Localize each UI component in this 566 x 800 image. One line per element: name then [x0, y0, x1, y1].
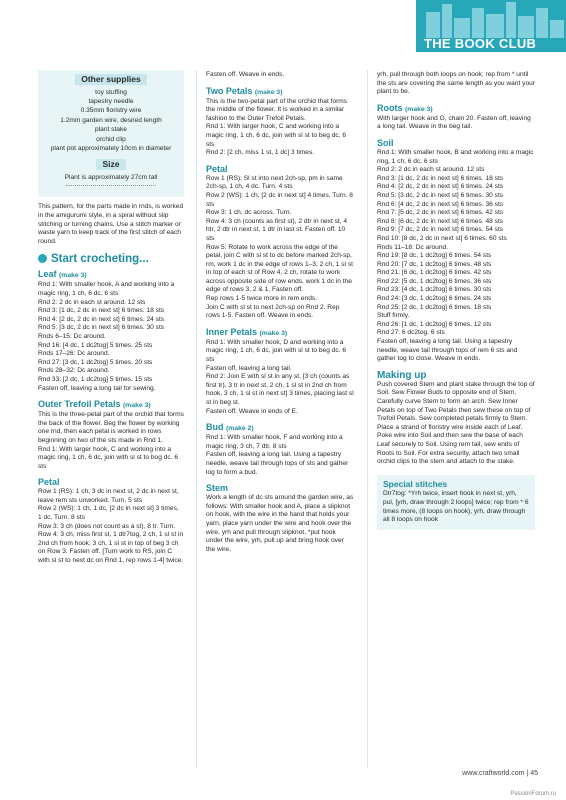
pattern-row: Rnd 24: [3 dc, 1 dc2tog] 6 times. 24 sts [377, 295, 492, 303]
size-heading: Size [96, 159, 125, 170]
pattern-row: Rnd 27: 6 dc2tog. 6 sts [377, 329, 445, 337]
pattern-row: Rnd 3: [1 dc, 2 dc in next st] 6 times. 18 sts [377, 174, 504, 182]
supply-item: 1.2mm garden wire, desired length [60, 116, 162, 124]
column-divider [196, 70, 197, 768]
pattern-row: Row 1 (RS): 1 ch, 3 dc in next st, 2 dc in next st, leave rem sts unworked. Turn. 5 sts [38, 488, 179, 504]
two-petals-heading [206, 86, 354, 98]
two-title: Two Petals [206, 85, 253, 96]
inner-title: Inner Petals [206, 326, 258, 337]
pattern-row: Rnds 11–18: Dc around. [377, 243, 448, 251]
banner-title: THE BOOK CLUB [424, 36, 537, 51]
supply-item: toy stuffing [95, 88, 127, 96]
pattern-row: Rnd 19: [8 dc, 1 dc2tog] 6 times. 54 sts [377, 252, 492, 260]
pattern-row: Rnd 8: [6 dc, 2 dc in next st] 6 times. 48 sts [377, 217, 504, 225]
pattern-row: Rnd 22: [5 dc, 1 dc2tog] 6 times. 36 sts [377, 277, 492, 285]
pattern-row: Rnd 1: With smaller hook, A and working into a magic ring, 1 ch, 6 dc. 6 sts [38, 281, 175, 297]
pattern-row: Row 2 (WS): 1 ch, 1 dc, [2 dc in next st] 3 times, 1 dc. Turn. 8 sts [38, 505, 179, 522]
pattern-row: Rnd 1: With larger hook, C and working into a magic ring, 1 ch, 6 dc, join with sl st to bog dc. 6 sts [38, 445, 179, 470]
pattern-row: Rnd 1: With smaller hook, D and working into a magic ring, 1 ch, 6 dc, join with sl st to beg dc. 6 sts [206, 338, 347, 364]
pattern-row: Rnd 23: [4 dc, 1 dc2tog] 6 times. 30 sts [377, 286, 492, 294]
pattern-row: Rnd 25: [2 dc, 1 dc2tog] 6 times. 18 sts [377, 303, 492, 311]
pattern-row: Rnd 5: [3 dc, 2 dc in next st] 6 times. 30 sts [377, 191, 504, 199]
column-3 [377, 71, 535, 530]
dotted-divider [66, 185, 156, 192]
pattern-row: Rnd 16: [4 dc, 1 dc2tog] 5 times. 25 sts [38, 341, 153, 349]
roots-title: Roots [377, 102, 403, 113]
supply-item: tapestry needle [88, 98, 134, 105]
pattern-row: Rnd 5: [3 dc, 2 dc in next st] 6 times. 30 sts [38, 324, 165, 332]
leaf-make: (make 3) [59, 272, 87, 280]
leaf-heading [38, 269, 184, 281]
pattern-row: Rnd 10: [8 dc, 2 dc in next st] 6 times. 60 sts [377, 234, 507, 242]
special-stitches-heading: Special stitches [383, 478, 448, 489]
column-1 [38, 70, 184, 566]
footer-site: www.craftworld.com [462, 770, 525, 777]
pattern-row: Row 3: 1 ch, dc across. Turn. [206, 209, 292, 217]
pattern-row: Rnd 1: With larger hook, C and working into a magic ring, 1 ch, 6 dc, join with sl st to beg dc. 6 sts [206, 123, 347, 148]
column-2 [206, 71, 354, 554]
making-up-text: Push covered Stem and plant stake through the top of Soil. Sew Flower Buds to opposite end of Stem. Carefully curve Stem to form an arch. Sew Inner Petals on top of Two Petals then sew these on top of Trefoil Petals. Sew completed petals firmly to Stem. Place a strand of floristry wire inside each of Leaf. Poke wire into Soil and then sew the base of each Leaf securely to Soil. Using rem tail, sew ends of Roots to Soil. For extra security, attach two small orchid clips to the stem and attach to the stake. [377, 380, 535, 466]
pattern-row: Rnd 1: With smaller hook, F and working into a magic ring, 3 ch, 7 dtr. 8 sts [206, 434, 343, 450]
page-footer: www.craftworld.com | 45 [462, 770, 538, 777]
pattern-row: Row 4: 3 ch, miss first st, 1 dtr7tog, 2 ch, 1 sl st in 2nd ch from hook, 3 ch, 1 sl st in top of beg 3 ch on Row 3. Fasten off. [Turn work to RS, join C with sl st to next dc on Rnd 1, rep rows 1-4] twice. [38, 531, 184, 565]
pattern-row: Rnds 28–32: Dc around. [38, 367, 110, 375]
pattern-row: Rnd 33: [2 dc, 1 dc2tog] 5 times. 15 sts [38, 375, 153, 383]
supplies-box [38, 70, 184, 197]
pattern-row: Rnd 26: [1 dc, 1 dc2tog] 6 times. 12 sts [377, 320, 492, 328]
pattern-row: Rnd 4: [2 dc, 2 dc in next st] 6 times. 24 sts [38, 315, 165, 323]
pattern-row: Rnds 17–26: Dc around. [38, 350, 110, 358]
pattern-row: Fasten off. Weave in ends of E. [206, 407, 298, 415]
supplies-heading: Other supplies [75, 74, 147, 85]
bud-make: (make 2) [226, 425, 254, 433]
pattern-row: Rnd 2: [2 ch, miss 1 st, 1 dc] 3 times. [206, 149, 315, 157]
pattern-row: Join C with sl st to next 2ch-sp on Rnd 2. Rep rows 1-5. Fasten off. Weave in ends. [206, 303, 340, 320]
page-number: 45 [530, 770, 538, 777]
pattern-row: Row 2 (WS): 1 ch, [2 dc in next st] 4 times. Turn. 8 sts [206, 191, 353, 208]
pattern-row: Fasten off, leaving a long tail. Using a tapestry needle, weave tail through tops of rem 6 sts and gather tog to close. Weave in ends. [377, 338, 518, 363]
stem-text: Work a length of dc sts around the garden wire, as follows: With smaller hook and A, place a slipknot on hook, with the wire in the hand that holds your yarn, place yarn under the wire and hook over the wire, yrh and pull through slipknot, *put hook under the wire, yrh, pull up and bring hook over the wire, [206, 494, 354, 553]
pattern-row: Fasten off. Weave in ends. [206, 71, 285, 78]
pattern-row: Fasten off, leaving a long tail. Using a tapestry needle, weave tail through tops of sts and gather log to form a bud. [206, 451, 349, 476]
pattern-row: Rnd 7: [5 dc, 2 dc in next st] 6 times. 42 sts [377, 209, 504, 217]
supply-item: plant pot approximately 10cm in diameter [50, 145, 172, 153]
pattern-row: Rnd 3: [1 dc, 2 dc in next st] 6 times. 18 sts [38, 307, 165, 315]
supply-item: plant stake [95, 126, 127, 134]
making-up-heading: Making up [377, 369, 427, 381]
pattern-row: Rnd 2: 2 dc in each st around. 12 sts [38, 298, 146, 306]
pattern-row: Stuff firmly. [377, 312, 410, 320]
pattern-row: Rnd 9: [7 dc, 2 dc in next st] 6 times. 54 sts [377, 226, 504, 234]
roots-heading [377, 103, 535, 115]
pattern-row: Fasten off, leaving a long tail for sewing. [38, 384, 156, 392]
pattern-row: Row 5: Rotate to work across the edge of the petal, join C with sl st to dc before marked 2ch-sp, rm, work 1 dc in the edge of rows 1–3, 2 ch, 1 sl st in top of each st of Row 4, 2 ch, rotate to work across opposite side of row ends, work 1 dc in the edge of rows 3, 2 & 1. Fasten off. [206, 243, 353, 294]
pattern-row: Row 1 (RS): Sl st into next 2ch-sp, pm in same 2ch-sp, 1 ch, 4 dc. Turn. 4 sts [206, 174, 343, 191]
start-heading [38, 254, 184, 263]
roots-make: (make 3) [405, 105, 433, 113]
outer-make: (make 3) [123, 402, 151, 410]
outer-intro: This is the three-petal part of the orchid that forms the back of the flower. Beg the flower by working one rnd, then each petal is worked in rows beginning on two of the sts made in Rnd 1. [38, 411, 184, 444]
pattern-row: Rnd 2: Join E with sl st in any st, [3 ch (counts as first tr), 3 tr in next st, 2 ch, 1 sl st in 2nd ch from hook, 3 ch, 1 sl st in next st] 3 times, placing last sl st in beg st. [206, 373, 354, 406]
pattern-row: yrh, pull through both loops on hook; rep from * until the sts are covering the same length as you want your plant to be. [377, 71, 535, 96]
bullet-icon [38, 254, 47, 263]
pattern-row: Fasten off, leaving a long tail. [206, 364, 292, 372]
pattern-row: Rnd 21: [6 dc, 1 dc2tog] 6 times. 42 sts [377, 269, 492, 277]
special-stitches-text: Dtr7tog: *Yrh twice, insert hook in next st, yrh, pul, [yrh, draw through 2 loops] twice; rep from * 6 times more, (8 loops on hook), yrh, draw through all 8 loops on hook [383, 490, 529, 524]
inner-petals-heading [206, 327, 354, 339]
size-text: Plant is approximately 27cm tall [64, 174, 158, 182]
petal-heading: Petal [38, 477, 60, 488]
special-stitches-box [377, 475, 535, 530]
bud-heading [206, 422, 354, 434]
roots-text: With larger hook and G, chain 20. Fasten off, leaving a long tail. Weave in the beg tail. [377, 114, 531, 131]
two-intro: This is the two-petal part of the orchid that forms the middle of the flower. It is worked in a similar fashion to the Outer Trefoil Petals. [206, 97, 348, 122]
outer-title: Outer Trefoil Petals [38, 399, 121, 410]
pattern-row: Rnd 2: 2 dc in each st around. 12 sts [377, 166, 485, 174]
pattern-row: Row 3: 3 ch (does not count as a st), 8 tr. Turn. [38, 522, 176, 530]
soil-heading: Soil [377, 137, 394, 148]
pattern-row: Rnd 6: [4 dc, 2 dc in next st] 6 times. 36 sts [377, 200, 504, 208]
supply-item: orchid clip [96, 135, 126, 143]
supply-item: 0.35mm floristry wire [80, 107, 142, 115]
bud-title: Bud [206, 422, 224, 433]
pattern-row: Row 4: 3 ch (counts as first st), 2 dtr in next st, 4 htr, 2 dtr in next st, 1 dtr in last st. Fasten off. 10 sts [206, 217, 348, 242]
watermark: PassionForum.ru [510, 791, 556, 797]
pattern-row: Rnd 20: [7 dc, 1 dc2tog] 6 times. 48 sts [377, 260, 492, 268]
stem-heading: Stem [206, 483, 229, 494]
leaf-title: Leaf [38, 269, 57, 280]
two-make: (make 3) [254, 88, 283, 96]
pattern-row: Rnd 4: [2 dc, 2 dc in next st] 6 times. 24 sts [377, 183, 504, 191]
pattern-row: Rnds 6–15: Dc around. [38, 332, 106, 340]
intro-text: This pattern, for the parts made in rnds, is worked in the amigurumi style, in a spiral without slip stitching or turning chains. Use a stitch marker or waste yarn to keep track of the first stitch of each round. [38, 203, 184, 245]
petal-heading: Petal [206, 163, 228, 174]
pattern-row: Rnd 27: [3 dc, 1 dc2tog] 5 times. 20 sts [38, 358, 153, 366]
outer-petals-heading [38, 399, 184, 411]
inner-make: (make 3) [259, 329, 288, 337]
pattern-row: Rnd 1: With smaller hook, B and working into a magic ring, 1 ch, 6 dc. 6 sts [377, 148, 534, 165]
pattern-row: Rep rows 1-5 twice more in rem ends. [206, 295, 318, 303]
book-club-banner [416, 0, 566, 52]
column-divider [367, 70, 368, 768]
start-label: Start crocheting... [51, 252, 149, 265]
